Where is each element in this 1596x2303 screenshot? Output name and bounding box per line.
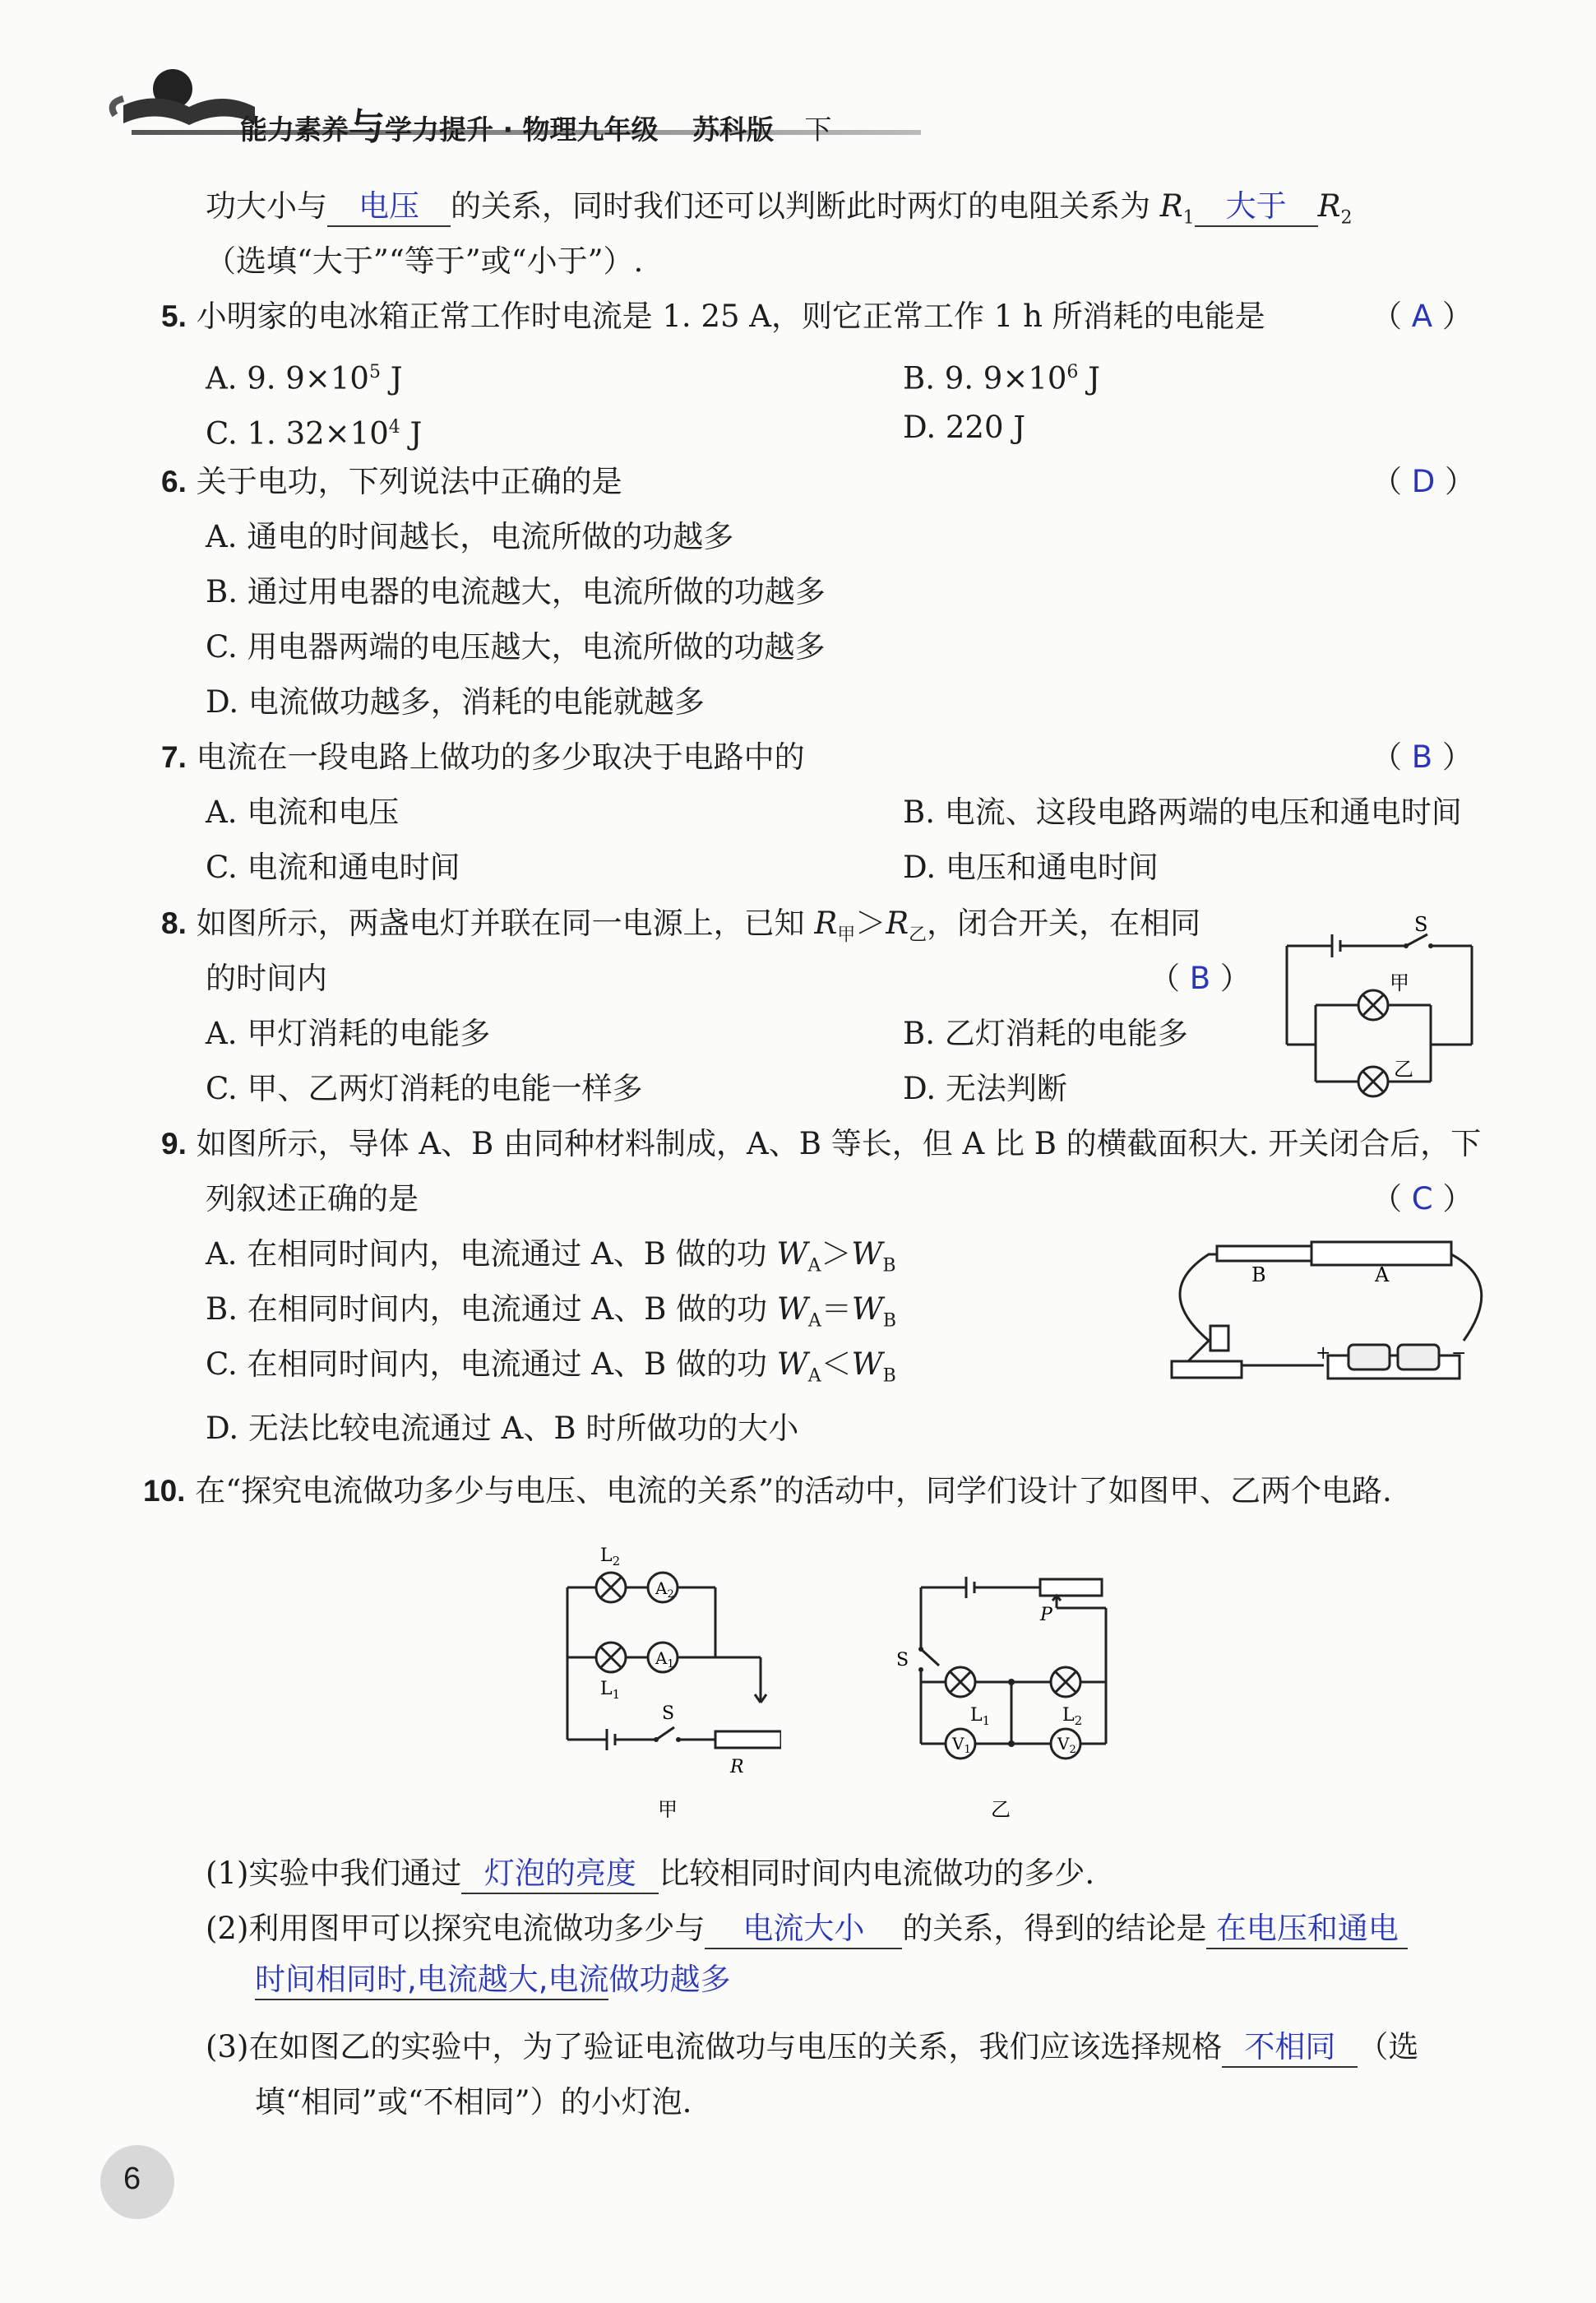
q10-part3: (3)在如图乙的实验中，为了验证电流做功与电压的关系，我们应该选择规格 不相同 （选 <box>206 2028 1418 2068</box>
q9-stem: 9. 如图所示，导体 A、B 由同种材料制成，A、B 等长，但 A 比 B 的横截面积大. 开关闭合后，下 <box>161 1126 1482 1161</box>
q9-stem-cont: 列叙述正确的是 <box>206 1181 419 1216</box>
q4-line2: （选填“大于”“等于”或“小于”）. <box>206 243 644 279</box>
yi-l2-label: $L_2$ <box>1062 1705 1083 1728</box>
q8-option-b: B. 乙灯消耗的电能多 <box>903 1016 1188 1051</box>
answer-blank: 在电压和通电 <box>1215 1911 1399 1946</box>
q7-stem: 7. 电流在一段电路上做功的多少取决于电路中的 <box>161 739 805 775</box>
jia-l2-label: $L_2$ <box>600 1545 621 1569</box>
q9-plus: + <box>1316 1343 1331 1364</box>
answer-blank: 电压 <box>359 188 419 224</box>
q6-option-b: B. 通过用电器的电流越大，电流所做的功越多 <box>206 574 826 609</box>
answer-blank: 灯泡的亮度 <box>483 1856 636 1891</box>
yi-switch-label: S <box>896 1650 909 1670</box>
q8-option-a: A. 甲灯消耗的电能多 <box>206 1016 491 1051</box>
answer-blank: 时间相同时,电流越大,电流做功越多 <box>255 1962 731 1997</box>
q9-option-c: C. 在相同时间内，电流通过 A、B 做的功 $W_A<W_B$ <box>206 1346 896 1387</box>
q9-label-b: B <box>1251 1263 1266 1286</box>
q5-option-c: C. 1. $32\times 10^4$ J <box>206 415 423 452</box>
q10-circuit-yi <box>888 1563 1126 1818</box>
page-number: 6 <box>123 2162 141 2196</box>
yi-caption: 乙 <box>991 1798 1011 1818</box>
q8-answer: （ B ） <box>1150 961 1251 996</box>
q9-label-a: A <box>1375 1263 1390 1286</box>
q8-circuit-figure <box>1266 913 1488 1102</box>
q7-answer: （ B ） <box>1372 739 1473 775</box>
q10-part1: (1)实验中我们通过 灯泡的亮度 比较相同时间内电流做功的多少. <box>206 1855 1094 1894</box>
q10-part2-cont <box>255 1961 731 2000</box>
answer-blank: 不相同 <box>1244 2029 1336 2064</box>
q5-option-b: B. 9. $9\times 10^6$ J <box>903 360 1100 396</box>
q5-stem: 5. 小明家的电冰箱正常工作时电流是 1. 25 A，则它正常工作 1 h 所消耗的电能是 <box>161 299 1265 334</box>
yi-v1-label: $V_1$ <box>952 1734 971 1756</box>
q6-option-d: D. 电流做功越多，消耗的电能就越多 <box>206 684 705 720</box>
q8-option-d: D. 无法判断 <box>903 1071 1067 1106</box>
q9-option-d: D. 无法比较电流通过 A、B 时所做功的大小 <box>206 1411 799 1446</box>
jia-l1-label: $L_1$ <box>600 1679 621 1702</box>
q7-option-d: D. 电压和通电时间 <box>903 850 1159 885</box>
q9-option-b: B. 在相同时间内，电流通过 A、B 做的功 $W_A=W_B$ <box>206 1291 897 1332</box>
jia-ammeter2-label: $A_2$ <box>655 1578 674 1601</box>
q9-answer: （ C ） <box>1372 1181 1473 1216</box>
jia-caption: 甲 <box>658 1798 678 1818</box>
q10-stem: 10. 在“探究电流做功多少与电压、电流的关系”的活动中，同学们设计了如图甲、乙两个电路. <box>143 1473 1392 1508</box>
q6-option-c: C. 用电器两端的电压越大，电流所做的功越多 <box>206 629 826 665</box>
q8-stem-cont: 的时间内 <box>206 961 327 996</box>
q5-option-a: A. 9. $9\times 10^5$ J <box>206 360 403 396</box>
q8-option-c: C. 甲、乙两灯消耗的电能一样多 <box>206 1071 643 1106</box>
jia-switch-label: S <box>662 1703 675 1724</box>
q4-line1: 功大小与 电压 的关系，同时我们还可以判断此时两灯的电阻关系为 $R_1$ 大于 $R_2$ <box>206 188 1353 229</box>
q9-minus: − <box>1451 1343 1467 1364</box>
reader-logo-icon <box>99 58 263 140</box>
q6-answer: （ D ） <box>1372 464 1476 499</box>
q10-part2: (2)利用图甲可以探究电流做功多少与 电流大小 的关系，得到的结论是 在电压和通电 <box>206 1910 1408 1949</box>
q7-option-b: B. 电流、这段电路两端的电压和通电时间 <box>903 795 1462 830</box>
q8-switch-label: S <box>1414 913 1428 936</box>
q8-lamp2-label: 乙 <box>1394 1058 1413 1081</box>
q8-stem: 8. 如图所示，两盏电灯并联在同一电源上，已知 $R_甲>R_乙$，闭合开关，在相同 <box>161 906 1201 946</box>
q5-option-d: D. 220 J <box>903 410 1026 445</box>
yi-slider-label: P <box>1040 1605 1052 1625</box>
q9-conductor-figure <box>1159 1234 1488 1390</box>
q6-option-a: A. 通电的时间越长，电流所做的功越多 <box>206 519 734 554</box>
q9-option-a: A. 在相同时间内，电流通过 A、B 做的功 $W_A>W_B$ <box>206 1236 896 1277</box>
q8-lamp1-label: 甲 <box>1390 971 1409 994</box>
q10-circuit-jia <box>551 1538 781 1818</box>
yi-l1-label: $L_1$ <box>970 1705 991 1728</box>
header-title: 能力素养与学力提升 · 物理九年级 苏科版 下 <box>240 106 832 148</box>
q5-answer: （ A ） <box>1372 299 1473 334</box>
q6-stem: 6. 关于电功，下列说法中正确的是 <box>161 464 622 499</box>
yi-v2-label: $V_2$ <box>1057 1734 1076 1756</box>
answer-blank: 大于 <box>1225 188 1287 224</box>
jia-ammeter1-label: $A_1$ <box>655 1648 674 1670</box>
jia-rheostat-label: R <box>730 1757 744 1777</box>
q10-part3-cont: 填“相同”或“不相同”）的小灯泡. <box>255 2084 692 2120</box>
q7-option-a: A. 电流和电压 <box>206 795 400 830</box>
answer-blank: 电流大小 <box>742 1911 865 1946</box>
q7-option-c: C. 电流和通电时间 <box>206 850 460 885</box>
